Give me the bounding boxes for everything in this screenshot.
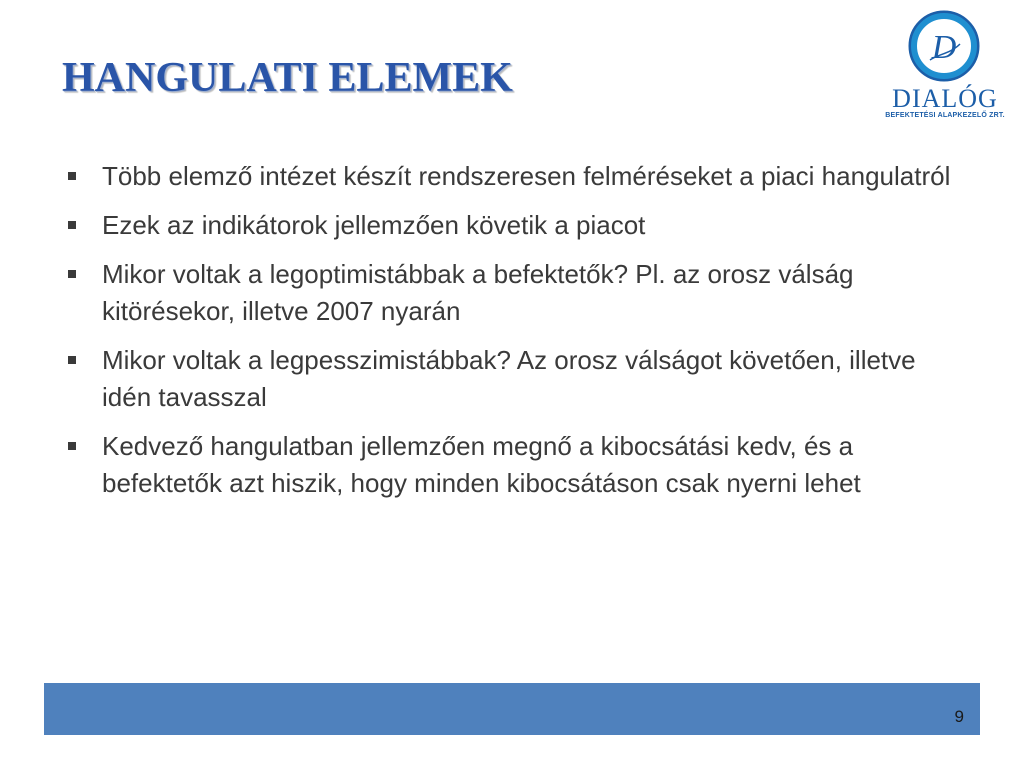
slide-title: HANGULATI ELEMEK — [62, 55, 513, 101]
bullet-item — [64, 207, 964, 244]
bullet-text: Mikor voltak a legoptimistábbak a befektetők? Pl. az orosz válság kitörésekor, illetve 2007 nyarán — [102, 259, 854, 326]
square-bullet-icon — [68, 221, 76, 229]
bullet-item — [64, 342, 964, 416]
footer-bar — [44, 683, 980, 735]
bullet-item — [64, 428, 964, 502]
square-bullet-icon — [68, 356, 76, 364]
logo-monogram: D — [931, 29, 957, 66]
bullet-text: Kedvező hangulatban jellemzően megnő a kibocsátási kedv, és a befektetők azt hiszik, hogy minden kibocsátáson csak nyerni lehet — [102, 431, 861, 498]
logo-name: DIALÓG — [892, 84, 998, 113]
dialog-emblem-icon — [908, 10, 980, 82]
bullet-item — [64, 256, 964, 330]
page-number: 9 — [954, 707, 964, 726]
bullet-text: Több elemző intézet készít rendszeresen felméréseket a piaci hangulatról — [102, 161, 951, 191]
company-logo — [880, 10, 1010, 125]
square-bullet-icon — [68, 270, 76, 278]
bullet-text: Mikor voltak a legpesszimistábbak? Az orosz válságot követően, illetve idén tavasszal — [102, 345, 916, 412]
logo-subtitle: BEFEKTETÉSI ALAPKEZELŐ ZRT. — [885, 112, 1005, 119]
bullet-text: Ezek az indikátorok jellemzően követik a piacot — [102, 210, 646, 240]
bullet-list — [64, 158, 964, 514]
bullet-item — [64, 158, 964, 195]
square-bullet-icon — [68, 442, 76, 450]
square-bullet-icon — [68, 172, 76, 180]
